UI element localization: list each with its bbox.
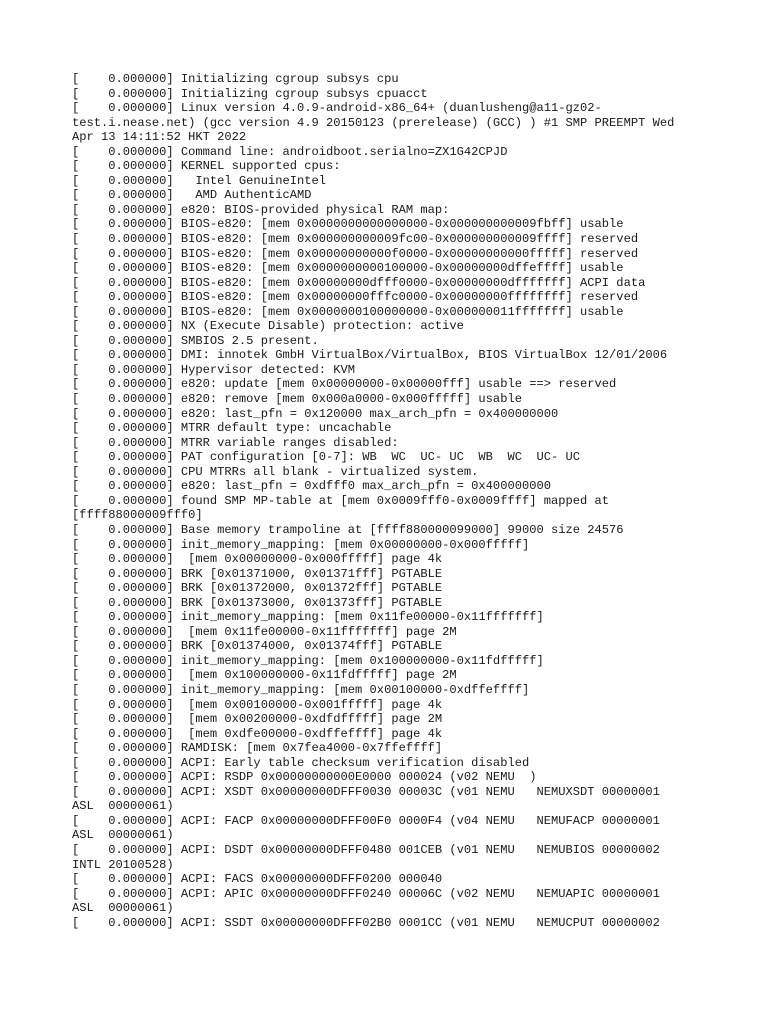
log-line: [ 0.000000] KERNEL supported cpus:: [72, 159, 341, 174]
log-line: ASL 00000061): [72, 799, 174, 814]
log-line: [ 0.000000] init_memory_mapping: [mem 0x00000000-0x000fffff]: [72, 537, 530, 552]
log-line: [ 0.000000] BIOS-e820: [mem 0x00000000dfff0000-0x00000000dfffffff] ACPI data: [72, 275, 646, 290]
log-line: [ 0.000000] BIOS-e820: [mem 0x00000000000f0000-0x00000000000fffff] reserved: [72, 246, 639, 261]
log-line: [ 0.000000] ACPI: APIC 0x00000000DFFF0240 00006C (v02 NEMU NEMUAPIC 00000001: [72, 886, 660, 901]
log-line: Apr 13 14:11:52 HKT 2022: [72, 130, 247, 145]
log-line: [ 0.000000] BIOS-e820: [mem 0x0000000000000000-0x000000000009fbff] usable: [72, 217, 624, 232]
log-line: [ 0.000000] [mem 0x00200000-0xdfdfffff] page 2M: [72, 712, 443, 727]
log-line: [ 0.000000] [mem 0x100000000-0x11fdfffff] page 2M: [72, 668, 457, 683]
log-line: [ 0.000000] MTRR default type: uncachable: [72, 421, 392, 436]
log-line: [ 0.000000] NX (Execute Disable) protection: active: [72, 319, 464, 334]
log-line: [ 0.000000] Initializing cgroup subsys cpu: [72, 72, 399, 86]
log-line: [ 0.000000] [mem 0x11fe00000-0x11fffffff] page 2M: [72, 624, 457, 639]
log-line: INTL 20100528): [72, 857, 174, 872]
log-line: [ 0.000000] e820: last_pfn = 0x120000 max_arch_pfn = 0x400000000: [72, 406, 559, 421]
log-line: [ 0.000000] ACPI: FACS 0x00000000DFFF0200 000040: [72, 872, 443, 887]
log-line: [ 0.000000] [mem 0xdfe00000-0xdffeffff] page 4k: [72, 726, 443, 741]
log-line: test.i.nease.net) (gcc version 4.9 20150123 (prerelease) (GCC) ) #1 SMP PREEMPT Wed: [72, 115, 675, 130]
log-line: [ 0.000000] Linux version 4.0.9-android-x86_64+ (duanlusheng@a11-gz02-: [72, 101, 602, 116]
log-line: [ 0.000000] ACPI: FACP 0x00000000DFFF00F0 0000F4 (v04 NEMU NEMUFACP 00000001: [72, 813, 660, 828]
log-line: [ 0.000000] ACPI: Early table checksum verification disabled: [72, 755, 530, 770]
log-line: [ 0.000000] ACPI: RSDP 0x00000000000E0000 000024 (v02 NEMU ): [72, 770, 537, 785]
log-line: [ 0.000000] SMBIOS 2.5 present.: [72, 333, 319, 348]
log-line: [ 0.000000] BIOS-e820: [mem 0x00000000fffc0000-0x00000000ffffffff] reserved: [72, 290, 639, 305]
log-line: [ 0.000000] Command line: androidboot.serialno=ZX1G42CPJD: [72, 144, 508, 159]
log-line: [ 0.000000] Initializing cgroup subsys cpuacct: [72, 86, 428, 101]
log-line: [ 0.000000] AMD AuthenticAMD: [72, 188, 312, 203]
log-line: [ffff88000009fff0]: [72, 508, 203, 523]
log-line: [ 0.000000] PAT configuration [0-7]: WB WC UC- UC WB WC UC- UC: [72, 450, 581, 465]
log-line: [ 0.000000] e820: BIOS-provided physical RAM map:: [72, 202, 450, 217]
log-line: [ 0.000000] e820: remove [mem 0x000a0000-0x000fffff] usable: [72, 392, 522, 407]
log-line: [ 0.000000] BIOS-e820: [mem 0x0000000000100000-0x00000000dffeffff] usable: [72, 261, 624, 276]
kernel-log: [72, 72, 712, 930]
log-line: [ 0.000000] found SMP MP-table at [mem 0x0009fff0-0x0009ffff] mapped at: [72, 493, 610, 508]
log-line: [ 0.000000] BRK [0x01372000, 0x01372fff] PGTABLE: [72, 581, 443, 596]
log-line: [ 0.000000] init_memory_mapping: [mem 0x100000000-0x11fdfffff]: [72, 653, 544, 668]
log-line: [ 0.000000] ACPI: XSDT 0x00000000DFFF0030 00003C (v01 NEMU NEMUXSDT 00000001: [72, 784, 660, 799]
log-line: [ 0.000000] [mem 0x00100000-0x001fffff] page 4k: [72, 697, 443, 712]
log-line: [ 0.000000] MTRR variable ranges disabled:: [72, 435, 399, 450]
log-line: [ 0.000000] BRK [0x01373000, 0x01373fff] PGTABLE: [72, 595, 443, 610]
log-line: [ 0.000000] init_memory_mapping: [mem 0x11fe00000-0x11fffffff]: [72, 610, 544, 625]
log-line: [ 0.000000] Base memory trampoline at [ffff880000099000] 99000 size 24576: [72, 522, 624, 537]
log-line: [ 0.000000] BRK [0x01374000, 0x01374fff] PGTABLE: [72, 639, 443, 654]
log-line: [ 0.000000] Intel GenuineIntel: [72, 173, 327, 188]
log-line: [ 0.000000] e820: last_pfn = 0xdfff0 max_arch_pfn = 0x400000000: [72, 479, 551, 494]
log-line: [ 0.000000] BRK [0x01371000, 0x01371fff] PGTABLE: [72, 566, 443, 581]
log-line: ASL 00000061): [72, 828, 174, 843]
log-line: [ 0.000000] ACPI: DSDT 0x00000000DFFF0480 001CEB (v01 NEMU NEMUBIOS 00000002: [72, 842, 660, 857]
log-line: [ 0.000000] e820: update [mem 0x00000000-0x00000fff] usable ==> reserved: [72, 377, 617, 392]
log-line: [ 0.000000] RAMDISK: [mem 0x7fea4000-0x7ffeffff]: [72, 741, 443, 756]
log-line: [ 0.000000] BIOS-e820: [mem 0x000000000009fc00-0x000000000009ffff] reserved: [72, 232, 639, 247]
log-line: [ 0.000000] [mem 0x00000000-0x000fffff] page 4k: [72, 552, 443, 567]
log-line: [ 0.000000] DMI: innotek GmbH VirtualBox/VirtualBox, BIOS VirtualBox 12/01/2006: [72, 348, 668, 363]
log-line: [ 0.000000] ACPI: SSDT 0x00000000DFFF02B0 0001CC (v01 NEMU NEMUCPUT 00000002: [72, 915, 660, 930]
log-document: [72, 72, 712, 930]
log-line: [ 0.000000] BIOS-e820: [mem 0x0000000100000000-0x000000011fffffff] usable: [72, 304, 624, 319]
log-line: [ 0.000000] Hypervisor detected: KVM: [72, 362, 356, 377]
log-line: ASL 00000061): [72, 901, 174, 916]
log-line: [ 0.000000] init_memory_mapping: [mem 0x00100000-0xdffeffff]: [72, 682, 530, 697]
log-line: [ 0.000000] CPU MTRRs all blank - virtualized system.: [72, 464, 479, 479]
